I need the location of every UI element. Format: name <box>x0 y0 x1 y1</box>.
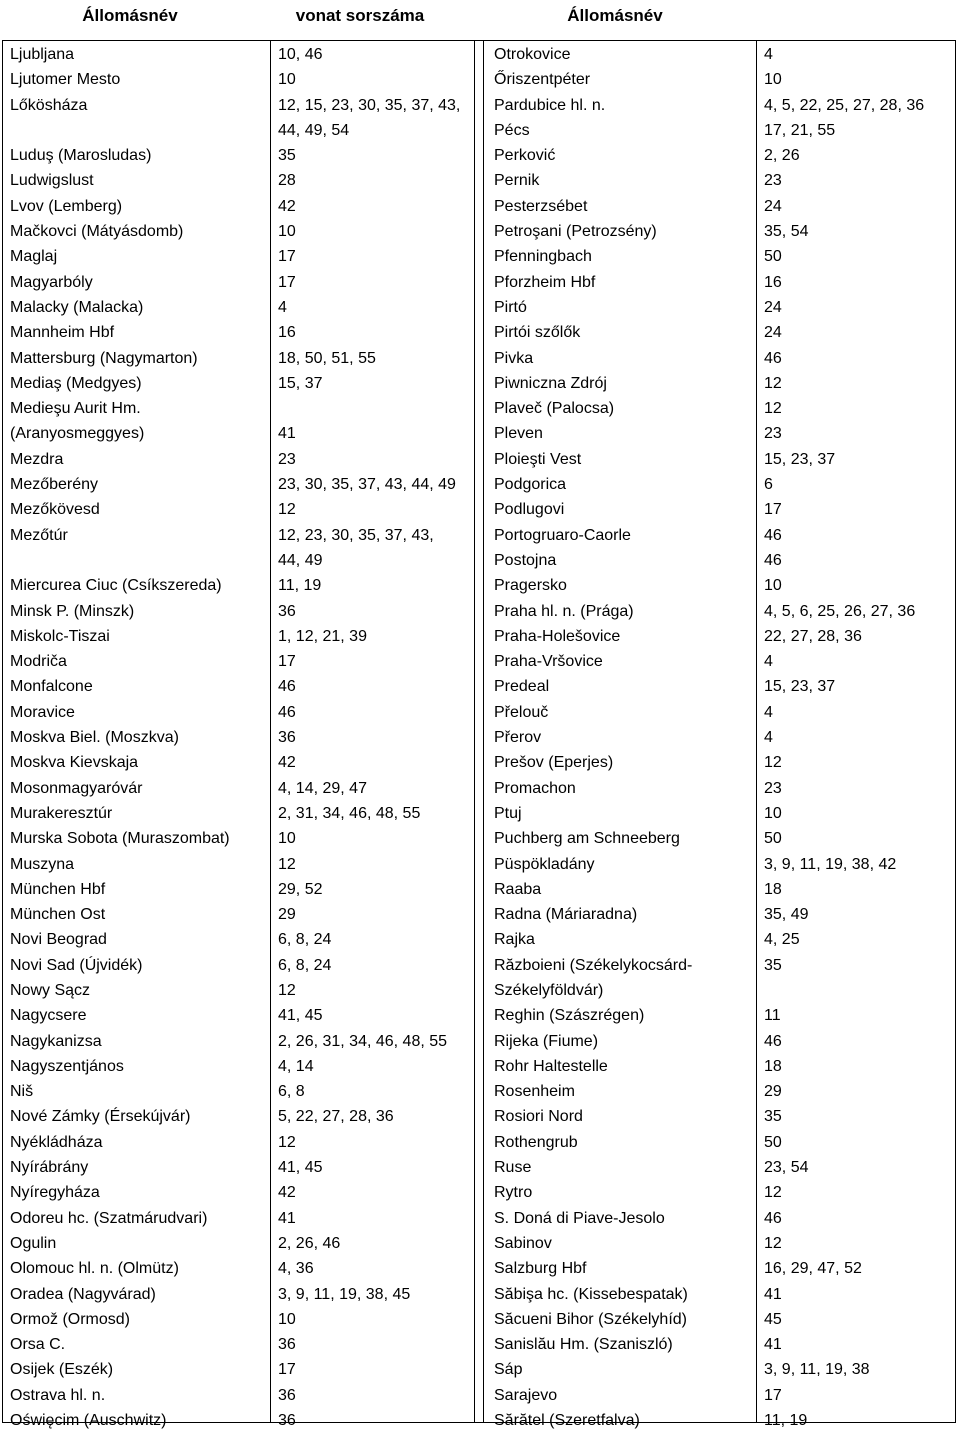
station-name: Nové Zámky (Érsekújvár) <box>10 1108 191 1126</box>
station-name <box>10 548 265 573</box>
station-name: Mezdra <box>10 450 64 468</box>
train-numbers: 42 <box>278 197 296 215</box>
train-numbers: 46 <box>764 526 782 544</box>
station-name: Osijek (Eszék) <box>10 1361 114 1379</box>
train-numbers: 11 <box>764 1007 781 1025</box>
station-name: Postojna <box>494 551 557 569</box>
station-name: Pécs <box>494 121 530 139</box>
station-name: Pragersko <box>494 577 567 595</box>
train-numbers: 15, 37 <box>278 374 323 392</box>
train-numbers: 35 <box>764 956 782 974</box>
station-name: Püspökladány <box>494 855 595 873</box>
station-name: Novi Beograd <box>10 931 107 949</box>
station-name: Nagykanizsa <box>10 1032 102 1050</box>
station-name: Orsa C. <box>10 1336 66 1354</box>
station-name: Miercurea Ciuc (Csíkszereda) <box>10 577 222 595</box>
train-numbers: 12 <box>764 374 782 392</box>
train-numbers: 36 <box>278 1412 296 1430</box>
train-numbers: 29 <box>278 906 296 924</box>
train-numbers: 4, 5, 6, 25, 26, 27, 36 <box>764 602 916 620</box>
station-name: Pivka <box>494 349 534 367</box>
train-numbers: 10, 46 <box>278 46 323 63</box>
train-numbers: 2, 31, 34, 46, 48, 55 <box>278 804 421 822</box>
train-numbers: 3, 9, 11, 19, 38 <box>764 1361 870 1379</box>
train-numbers: 35, 49 <box>764 906 809 924</box>
train-numbers: 35 <box>764 1108 782 1126</box>
train-numbers: 16 <box>278 324 296 342</box>
station-name: Ptuj <box>494 804 522 822</box>
divider-left-names <box>270 40 271 1423</box>
right-train-numbers <box>764 42 954 1433</box>
station-name: Ruse <box>494 1159 532 1177</box>
station-name: Murska Sobota (Muraszombat) <box>10 830 230 848</box>
train-numbers: 50 <box>764 248 782 266</box>
train-numbers: 4, 14, 29, 47 <box>278 779 367 797</box>
station-name: Őriszentpéter <box>494 71 591 89</box>
station-name: Salzburg Hbf <box>494 1260 587 1278</box>
train-numbers: 46 <box>278 678 296 696</box>
station-name: Ogulin <box>10 1234 57 1252</box>
row-spacer <box>764 978 954 1003</box>
station-name: Praha-Holešovice <box>494 627 621 645</box>
train-numbers: 41 <box>278 1209 296 1227</box>
station-name: Moskva Biel. (Moszkva) <box>10 729 179 747</box>
station-name: Mezőkövesd <box>10 501 100 519</box>
train-numbers: 12 <box>764 400 782 418</box>
station-name: Oświęcim (Auschwitz) <box>10 1412 167 1430</box>
train-numbers: 46 <box>278 703 296 721</box>
train-numbers: 3, 9, 11, 19, 38, 42 <box>764 855 897 873</box>
station-name: Săcueni Bihor (Székelyhíd) <box>494 1310 687 1328</box>
station-name: Maglaj <box>10 248 58 266</box>
station-name: Odoreu hc. (Szatmárudvari) <box>10 1209 208 1227</box>
station-name: Murakeresztúr <box>10 804 113 822</box>
train-numbers: 17, 21, 55 <box>764 121 836 139</box>
train-numbers: 36 <box>278 1386 296 1404</box>
station-name: Niš <box>10 1083 34 1101</box>
station-name: Pleven <box>494 425 543 443</box>
station-name: Sáp <box>494 1361 523 1379</box>
station-name <box>10 118 265 143</box>
train-numbers: 46 <box>764 1209 782 1227</box>
station-name: Olomouc hl. n. (Olmütz) <box>10 1260 179 1278</box>
train-numbers: 3, 9, 11, 19, 38, 45 <box>278 1285 411 1303</box>
train-numbers: 23 <box>764 779 782 797</box>
station-name: Nagyszentjános <box>10 1057 124 1075</box>
station-name: Pfenningbach <box>494 248 592 266</box>
train-numbers: 41, 45 <box>278 1007 323 1025</box>
station-name: Piwniczna Zdrój <box>494 374 607 392</box>
station-name: Pforzheim Hbf <box>494 273 596 291</box>
station-name: Moskva Kievskaja <box>10 754 139 772</box>
train-numbers: 1, 12, 21, 39 <box>278 627 367 645</box>
divider-right-names <box>483 40 484 1423</box>
train-numbers: 6, 8, 24 <box>278 956 332 974</box>
station-name: Praha hl. n. (Prága) <box>494 602 634 620</box>
station-name: Petroşani (Petrozsény) <box>494 223 657 241</box>
train-numbers: 18 <box>764 880 782 898</box>
train-numbers: 16, 29, 47, 52 <box>764 1260 862 1278</box>
train-numbers: 23 <box>764 425 782 443</box>
train-numbers <box>278 396 473 421</box>
train-numbers: 36 <box>278 1336 296 1354</box>
train-numbers: 41, 45 <box>278 1159 323 1177</box>
station-name: Mačkovci (Mátyásdomb) <box>10 223 184 241</box>
train-numbers: 41 <box>764 1336 782 1354</box>
station-name: Mezőberény <box>10 476 99 494</box>
header-station-right: Állomásnév <box>567 6 663 25</box>
station-name: Malacky (Malacka) <box>10 298 144 316</box>
station-name: Oradea (Nagyvárad) <box>10 1285 156 1303</box>
left-train-numbers <box>278 42 473 1433</box>
train-numbers: 17 <box>278 653 296 671</box>
station-name: Ploieşti Vest <box>494 450 582 468</box>
train-numbers: 17 <box>764 1386 782 1404</box>
station-name: Lvov (Lemberg) <box>10 197 123 215</box>
station-name: Nyékládháza <box>10 1133 103 1151</box>
train-numbers: 29, 52 <box>278 880 323 898</box>
train-numbers: 4, 5, 22, 25, 27, 28, 36 <box>764 96 925 114</box>
station-name: Reghin (Szászrégen) <box>494 1007 645 1025</box>
train-numbers: 23 <box>764 172 782 190</box>
train-numbers: 50 <box>764 1133 782 1151</box>
station-name: Sărătel (Szeretfalva) <box>494 1412 640 1430</box>
train-numbers: 23, 54 <box>764 1159 809 1177</box>
train-numbers: 35 <box>278 147 296 165</box>
station-name: Rajka <box>494 931 535 949</box>
header-station-left: Állomásnév <box>82 6 178 25</box>
station-name: Miskolc-Tiszai <box>10 627 110 645</box>
train-numbers: 2, 26 <box>764 147 800 165</box>
train-numbers: 44, 49 <box>278 551 323 569</box>
station-name: Perković <box>494 147 556 165</box>
station-name: Ludwigslust <box>10 172 94 190</box>
train-numbers: 10 <box>278 1310 296 1328</box>
station-name: Mattersburg (Nagymarton) <box>10 349 198 367</box>
station-name: Nyírábrány <box>10 1159 89 1177</box>
station-name: Ljutomer Mesto <box>10 71 121 89</box>
train-numbers: 4 <box>764 703 773 721</box>
station-name: München Hbf <box>10 880 106 898</box>
station-name: Predeal <box>494 678 550 696</box>
train-numbers: 29 <box>764 1083 782 1101</box>
train-numbers: 4, 14 <box>278 1057 314 1075</box>
station-name: Puchberg am Schneeberg <box>494 830 680 848</box>
train-numbers: 10 <box>278 71 296 89</box>
station-name: Rytro <box>494 1184 533 1202</box>
right-station-names <box>494 42 749 1433</box>
station-name: Ostrava hl. n. <box>10 1386 106 1404</box>
train-numbers: 4 <box>764 653 773 671</box>
station-name: Pirtói szőlők <box>494 324 581 342</box>
station-name: Ormož (Ormosd) <box>10 1310 130 1328</box>
station-name: Moravice <box>10 703 75 721</box>
header-train-number: vonat sorszáma <box>295 6 425 25</box>
train-numbers: 4, 25 <box>764 931 800 949</box>
station-name: Přerov <box>494 729 542 747</box>
train-numbers: 24 <box>764 324 782 342</box>
station-name: (Aranyosmeggyes) <box>10 425 145 443</box>
train-numbers: 15, 23, 37 <box>764 678 836 696</box>
train-numbers: 6, 8, 24 <box>278 931 332 949</box>
station-name: Prešov (Eperjes) <box>494 754 614 772</box>
train-numbers: 41 <box>764 1285 782 1303</box>
station-name: Războieni (Székelykocsárd-Székelyföldvár) <box>494 956 693 999</box>
station-name: Praha-Vršovice <box>494 653 603 671</box>
train-numbers: 17 <box>278 273 296 291</box>
train-numbers: 12 <box>278 1133 296 1151</box>
train-numbers: 10 <box>764 804 782 822</box>
train-numbers: 22, 27, 28, 36 <box>764 627 862 645</box>
station-name: Pardubice hl. n. <box>494 96 606 114</box>
train-numbers: 4 <box>764 729 773 747</box>
train-numbers: 12, 23, 30, 35, 37, 43, <box>278 526 434 544</box>
station-name: Otrokovice <box>494 46 571 63</box>
train-numbers: 6 <box>764 476 773 494</box>
station-name: Săbişa hc. (Kissebespatak) <box>494 1285 688 1303</box>
station-name: Sanislău Hm. (Szaniszló) <box>494 1336 673 1354</box>
station-name: Nagycsere <box>10 1007 87 1025</box>
station-name: Pesterzsébet <box>494 197 588 215</box>
train-numbers: 11, 19 <box>764 1412 808 1430</box>
station-name: Novi Sad (Újvidék) <box>10 956 143 974</box>
station-name: München Ost <box>10 906 106 924</box>
train-numbers: 35, 54 <box>764 223 809 241</box>
train-numbers: 4 <box>764 46 773 63</box>
station-name: Nyíregyháza <box>10 1184 100 1202</box>
train-numbers: 36 <box>278 729 296 747</box>
train-numbers: 42 <box>278 754 296 772</box>
train-numbers: 28 <box>278 172 296 190</box>
train-numbers: 24 <box>764 197 782 215</box>
train-numbers: 10 <box>764 71 782 89</box>
station-name: Podgorica <box>494 476 567 494</box>
station-name: Mezőtúr <box>10 526 68 544</box>
train-numbers: 15, 23, 37 <box>764 450 836 468</box>
train-numbers: 5, 22, 27, 28, 36 <box>278 1108 394 1126</box>
train-numbers: 24 <box>764 298 782 316</box>
station-name: Magyarbóly <box>10 273 93 291</box>
train-numbers: 12, 15, 23, 30, 35, 37, 43, <box>278 96 461 114</box>
station-name: Monfalcone <box>10 678 93 696</box>
station-name: Podlugovi <box>494 501 565 519</box>
station-name: Luduş (Marosludas) <box>10 147 152 165</box>
train-numbers: 44, 49, 54 <box>278 121 350 139</box>
station-name: Promachon <box>494 779 576 797</box>
station-name: Nowy Sącz <box>10 981 91 999</box>
station-name: Rothengrub <box>494 1133 578 1151</box>
station-name: Sarajevo <box>494 1386 558 1404</box>
station-name: Portogruaro-Caorle <box>494 526 631 544</box>
divider-center <box>474 40 475 1423</box>
train-numbers: 4 <box>278 298 287 316</box>
train-numbers: 2, 26, 31, 34, 46, 48, 55 <box>278 1032 448 1050</box>
station-name: Pernik <box>494 172 540 190</box>
station-name: Mediaş (Medgyes) <box>10 374 142 392</box>
train-numbers: 17 <box>278 248 296 266</box>
train-numbers: 23, 30, 35, 37, 43, 44, 49 <box>278 476 456 494</box>
train-numbers: 12 <box>278 981 296 999</box>
train-numbers: 10 <box>278 223 296 241</box>
train-numbers: 12 <box>278 855 296 873</box>
station-name: Lőkösháza <box>10 96 88 114</box>
train-numbers: 17 <box>764 501 782 519</box>
station-name: Pirtó <box>494 298 527 316</box>
train-numbers: 12 <box>764 754 782 772</box>
train-numbers: 18, 50, 51, 55 <box>278 349 376 367</box>
left-station-names <box>10 42 265 1433</box>
train-numbers: 11, 19 <box>278 577 322 595</box>
train-numbers: 18 <box>764 1057 782 1075</box>
train-numbers: 46 <box>764 1032 782 1050</box>
station-name: S. Doná di Piave-Jesolo <box>494 1209 665 1227</box>
train-numbers: 36 <box>278 602 296 620</box>
station-name: Minsk P. (Minszk) <box>10 602 135 620</box>
train-numbers: 46 <box>764 349 782 367</box>
train-numbers: 12 <box>764 1184 782 1202</box>
station-name: Sabinov <box>494 1234 552 1252</box>
station-name: Rohr Haltestelle <box>494 1057 608 1075</box>
train-numbers: 17 <box>278 1361 296 1379</box>
divider-right-numbers <box>756 40 757 1423</box>
station-name: Rosiori Nord <box>494 1108 583 1126</box>
station-name: Raaba <box>494 880 542 898</box>
train-numbers: 10 <box>764 577 782 595</box>
station-name: Radna (Máriaradna) <box>494 906 638 924</box>
train-numbers: 16 <box>764 273 782 291</box>
station-name: Plaveč (Palocsa) <box>494 400 615 418</box>
station-name: Ljubljana <box>10 46 75 63</box>
train-numbers: 10 <box>278 830 296 848</box>
train-numbers: 12 <box>764 1234 782 1252</box>
train-numbers: 6, 8 <box>278 1083 305 1101</box>
station-name: Přelouč <box>494 703 549 721</box>
train-numbers: 23 <box>278 450 296 468</box>
train-numbers: 45 <box>764 1310 782 1328</box>
train-numbers: 2, 26, 46 <box>278 1234 341 1252</box>
train-numbers: 50 <box>764 830 782 848</box>
station-name: Rosenheim <box>494 1083 575 1101</box>
station-name: Modriča <box>10 653 67 671</box>
station-name: Mosonmagyaróvár <box>10 779 143 797</box>
train-numbers: 46 <box>764 551 782 569</box>
station-name: Mannheim Hbf <box>10 324 115 342</box>
train-numbers: 42 <box>278 1184 296 1202</box>
station-name: Muszyna <box>10 855 75 873</box>
station-name: Rijeka (Fiume) <box>494 1032 599 1050</box>
station-name: Medieşu Aurit Hm. <box>10 400 141 418</box>
train-numbers: 4, 36 <box>278 1260 314 1278</box>
train-numbers: 12 <box>278 501 296 519</box>
train-numbers: 41 <box>278 425 296 443</box>
